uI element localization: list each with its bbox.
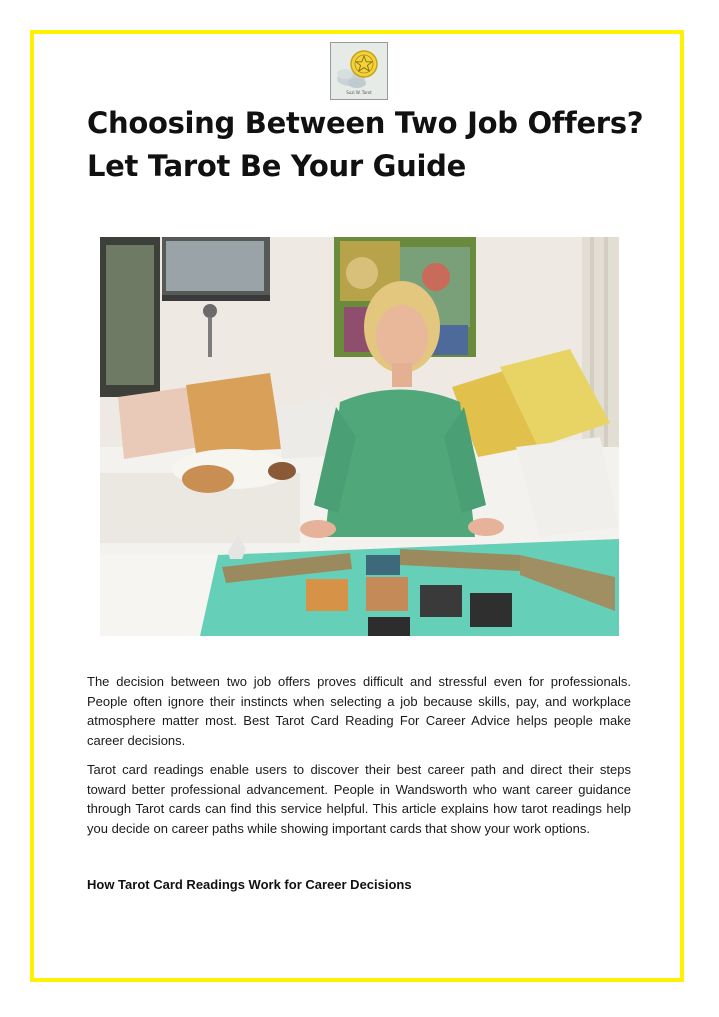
pentacle-coin-logo-icon [330, 42, 388, 100]
tarot-reader-photo [100, 237, 619, 636]
svg-text:Suzi W. Tarot: Suzi W. Tarot [346, 90, 372, 95]
intro-paragraph-2: Tarot card readings enable users to discover their best career path and direct their steps toward better professional advancement. People in Wandsworth who want career guidance through Tarot cards can find this service helpful. This article explains how tarot readings help you decide on career paths while showing important cards that show your work options. [87, 762, 631, 836]
section-heading: How Tarot Card Readings Work for Career Decisions [87, 877, 412, 892]
intro-paragraph-1: The decision between two job offers proves difficult and stressful even for professionals. People often ignore their instincts when selecting a job because skills, pay, and workplace atmosphere matter most. Best Tarot Card Reading For Career Advice helps people make career decisions. [87, 674, 631, 748]
page-title: Choosing Between Two Job Offers? Let Tarot Be Your Guide [87, 106, 644, 183]
